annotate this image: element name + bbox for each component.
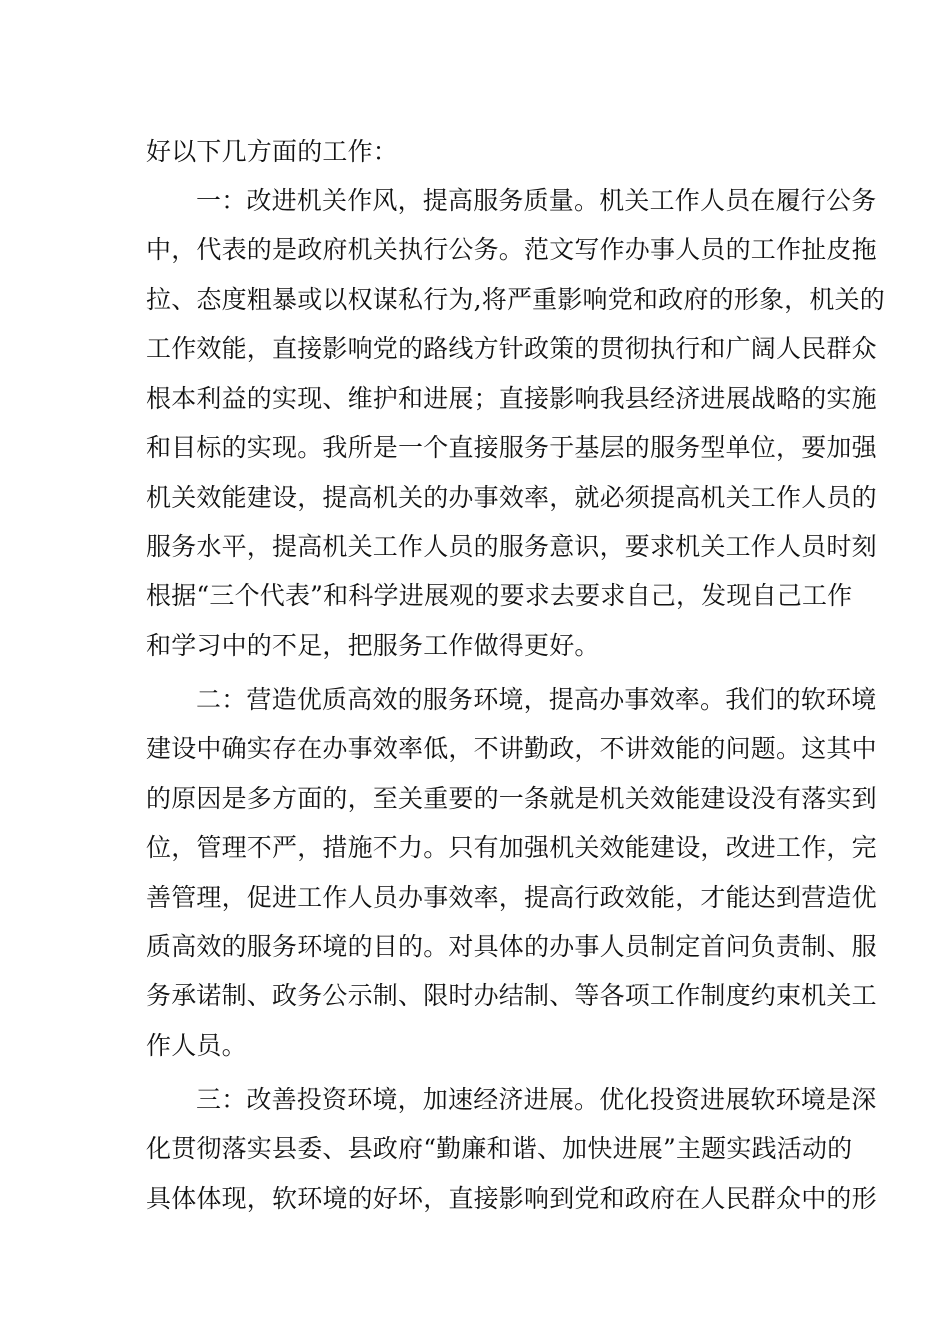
text-line: 好以下几方面的工作： xyxy=(146,137,399,166)
text-line: 位，管理不严，措施不力。只有加强机关效能建设，改进工作，完 xyxy=(146,833,877,862)
text-line: 机关效能建设，提高机关的办事效率，就必须提高机关工作人员的 xyxy=(146,483,877,512)
text-line: 建设中确实存在办事效率低，不讲勤政，不讲效能的问题。这其中 xyxy=(146,734,877,763)
text-line: 的原因是多方面的，至关重要的一条就是机关效能建设没有落实到 xyxy=(146,784,877,813)
text-line: 化贯彻落实县委、县政府“勤廉和谐、加快进展”主题实践活动的 xyxy=(146,1134,853,1163)
text-line: 工作效能，直接影响党的路线方针政策的贯彻执行和广阔人民群众 xyxy=(146,334,877,363)
paragraph-2-first-line: 二：营造优质高效的服务环境，提高办事效率。我们的软环境 xyxy=(196,685,877,714)
text-line: 质高效的服务环境的目的。对具体的办事人员制定首问负责制、服 xyxy=(146,932,877,961)
text-line: 善管理，促进工作人员办事效率，提高行政效能，才能达到营造优 xyxy=(146,883,877,912)
text-line: 服务水平，提高机关工作人员的服务意识，要求机关工作人员时刻 xyxy=(146,532,877,561)
text-line: 根本利益的实现、维护和进展；直接影响我县经济进展战略的实施 xyxy=(146,384,877,413)
text-line: 中，代表的是政府机关执行公务。范文写作办事人员的工作扯皮拖 xyxy=(146,235,877,264)
text-line: 和目标的实现。我所是一个直接服务于基层的服务型单位，要加强 xyxy=(146,433,877,462)
paragraph-3-first-line: 三：改善投资环境，加速经济进展。优化投资进展软环境是深 xyxy=(196,1085,877,1114)
text-line: 和学习中的不足，把服务工作做得更好。 xyxy=(146,631,600,660)
text-line: 具体体现，软环境的好坏，直接影响到党和政府在人民群众中的形 xyxy=(146,1184,877,1213)
text-line: 拉、态度粗暴或以权谋私行为,将严重影响党和政府的形象，机关的 xyxy=(146,285,885,314)
paragraph-1-first-line: 一：改进机关作风，提高服务质量。机关工作人员在履行公务 xyxy=(196,186,877,215)
text-line: 务承诺制、政务公示制、限时办结制、等各项工作制度约束机关工 xyxy=(146,981,877,1010)
text-line: 作人员。 xyxy=(146,1031,247,1060)
text-line: 根据“三个代表”和科学进展观的要求去要求自己，发现自己工作 xyxy=(146,581,853,610)
